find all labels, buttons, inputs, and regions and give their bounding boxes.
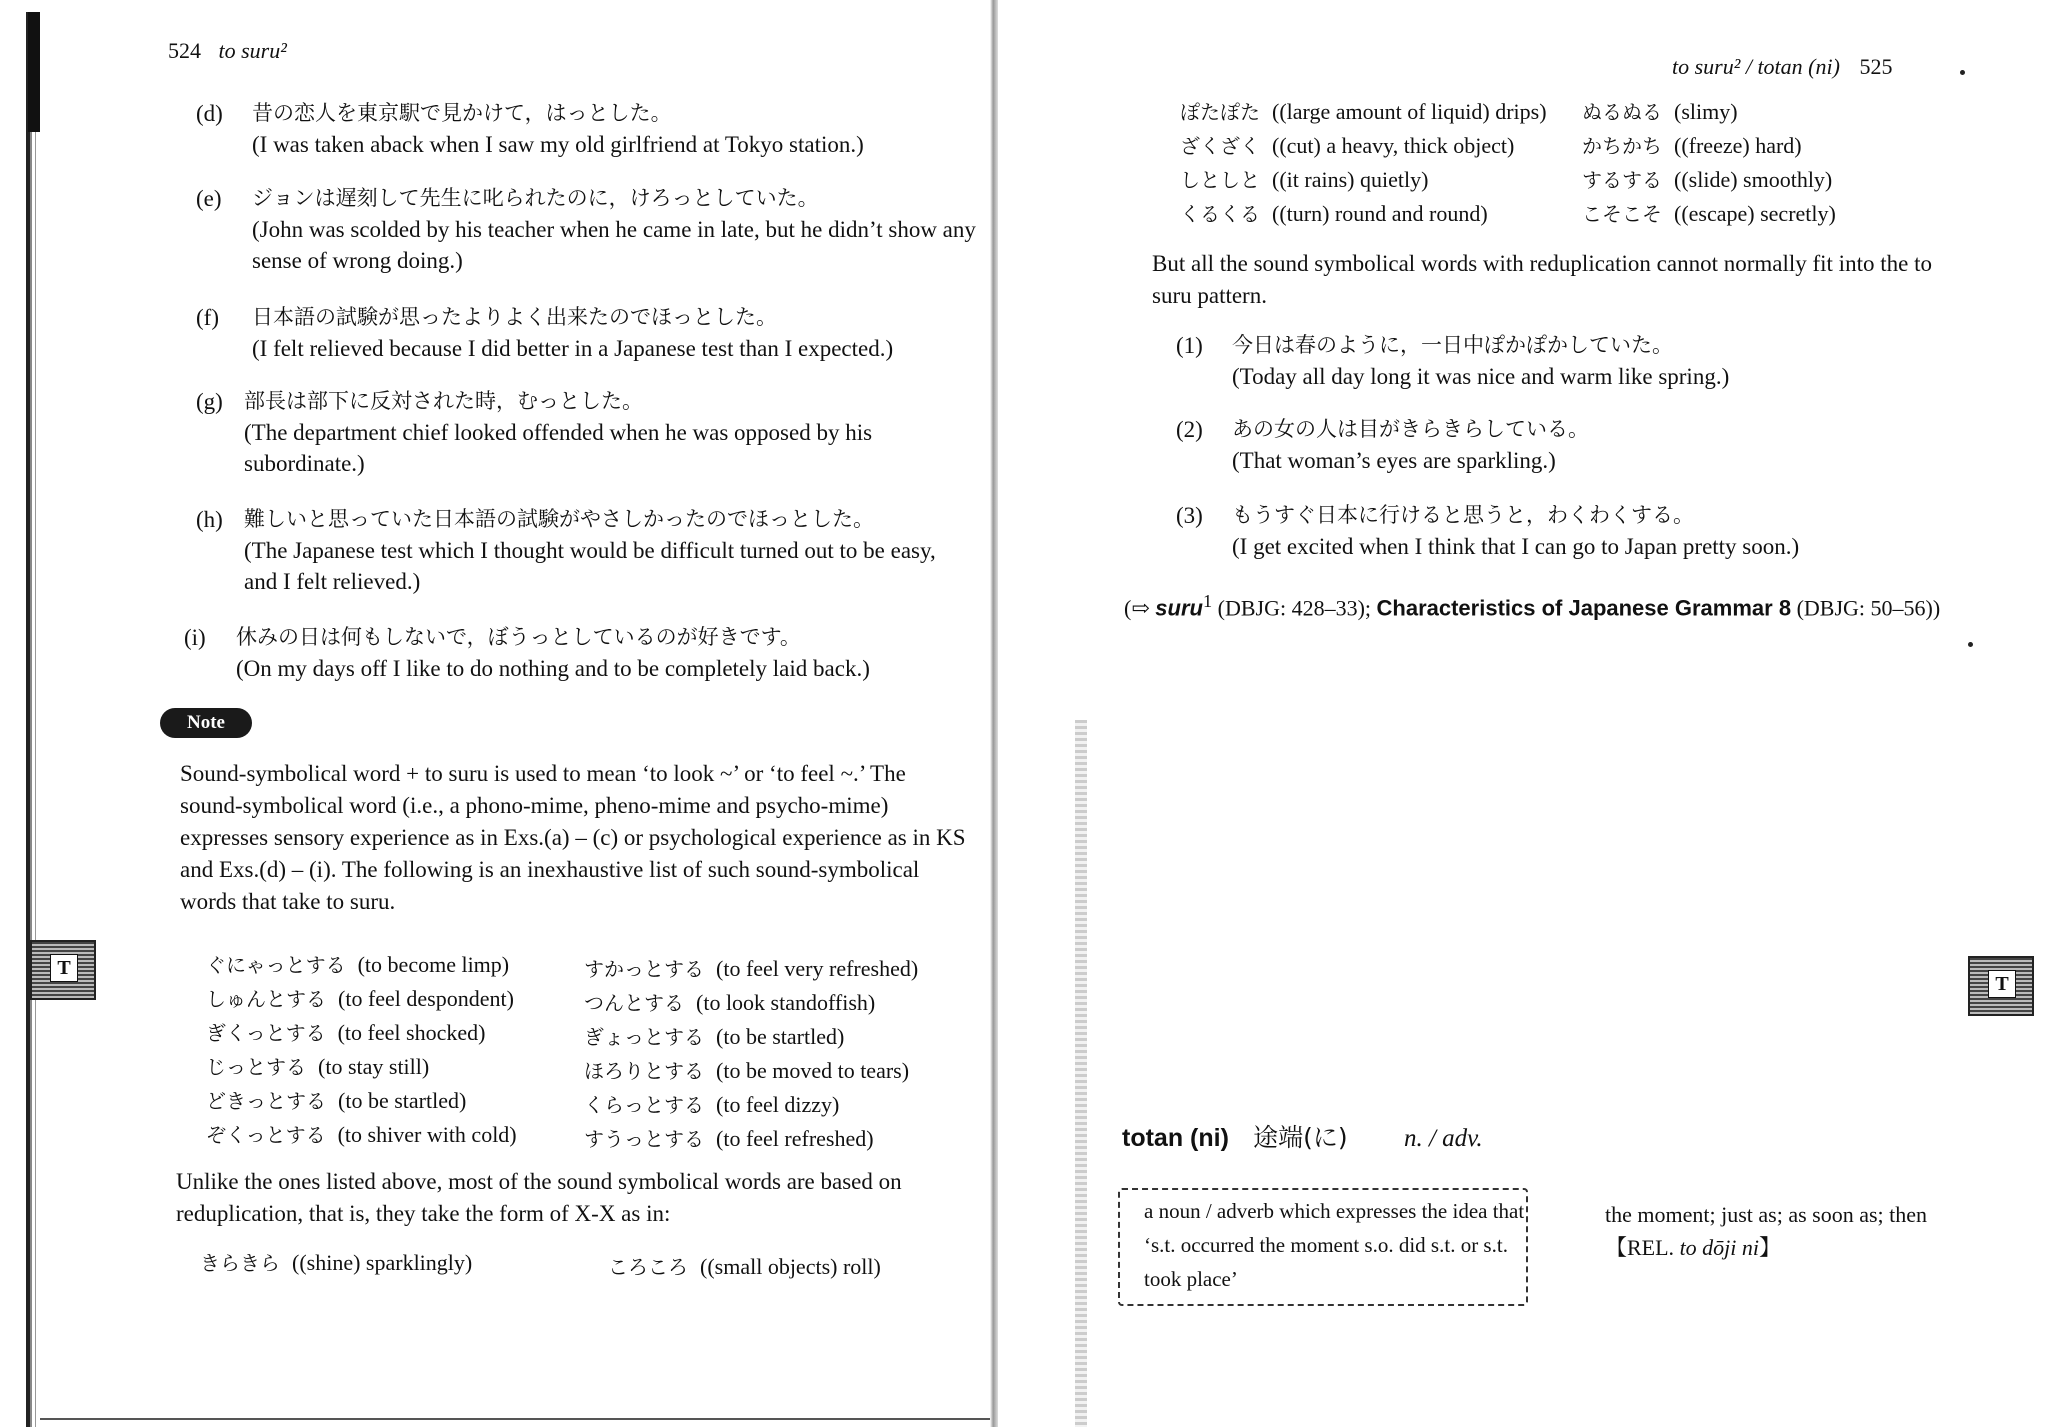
book-spine (990, 0, 998, 1427)
xref-arrow-icon: (⇨ (1124, 595, 1150, 621)
vocab-item (1582, 197, 1836, 231)
definition-box: a noun / adverb which expresses the idea that ‘s.t. occurred the moment s.o. did s.t. or s.t. took place’ (1118, 1188, 1528, 1306)
vocab-japanese: するする (1582, 168, 1662, 192)
vocab-english: (to feel despondent) (338, 986, 514, 1011)
vocab-english: (to feel very refreshed) (716, 956, 919, 981)
vocab-english: ((small objects) roll) (700, 1254, 881, 1279)
example-label: (g) (196, 389, 223, 414)
vocab-item (1180, 95, 1547, 129)
redup-list-col2 (1582, 95, 1836, 231)
redup-list-col1 (1180, 95, 1547, 231)
vocab-item (1180, 163, 1547, 197)
vocab-english: (to become limp) (357, 952, 510, 977)
example-english: (That woman’s eyes are sparkling.) (1232, 448, 1556, 473)
running-head-left (168, 38, 287, 64)
page-number-left: 524 (168, 38, 201, 63)
example-japanese: 日本語の試験が思ったよりよく出来たのでほっとした。 (252, 305, 777, 329)
running-head-title-right: to suru² / totan (ni) (1672, 54, 1840, 79)
vocab-japanese: ほろりとする (584, 1059, 704, 1083)
scan-speck (1960, 70, 1965, 75)
entry-meaning (1605, 1198, 1965, 1264)
vocab-item (584, 1088, 918, 1122)
vocab-english: (to shiver with cold) (337, 1122, 517, 1147)
vocab-japanese: すかっとする (584, 957, 704, 981)
vocab-item (206, 982, 517, 1016)
xref-suru-link: suru (1155, 595, 1203, 621)
example-english: (The department chief looked offended when he was opposed by his subordinate.) (244, 420, 873, 476)
vocab-english: (to stay still) (318, 1054, 430, 1079)
example-japanese: ジョンは遅刻して先生に叱られたのに，けろっとしていた。 (252, 186, 819, 210)
example-label: (1) (1176, 333, 1203, 358)
vocab-japanese: くらっとする (584, 1093, 704, 1117)
vocab-list-left (206, 948, 517, 1152)
book-spine-shadow (1075, 720, 1087, 1427)
vocab-english: ((cut) a heavy, thick object) (1272, 133, 1515, 158)
example-english: (I was taken aback when I saw my old girlfriend at Tokyo station.) (252, 132, 864, 157)
vocab-list-right (584, 952, 918, 1156)
example-japanese: 難しいと思っていた日本語の試験がやさしかったのでほっとした。 (244, 507, 874, 531)
xref-dbjg-1: (DBJG: 428–33); (1217, 595, 1372, 621)
vocab-japanese: しゅんとする (206, 987, 326, 1011)
vocab-item (1582, 163, 1836, 197)
vocab-english: ((it rains) quietly) (1272, 167, 1429, 192)
vocab-english: ((shine) sparklingly) (292, 1250, 473, 1275)
vocab-japanese: ざくざく (1180, 134, 1260, 158)
vocab-japanese: ぐにゃっとする (206, 953, 346, 977)
example-japanese: 今日は春のように，一日中ぽかぽかしていた。 (1232, 333, 1673, 357)
vocab-english: (to be startled) (716, 1024, 845, 1049)
example-japanese: もうすぐ日本に行けると思うと，わくわくする。 (1232, 503, 1694, 527)
page-edge-left (26, 12, 44, 1427)
vocab-english: ((freeze) hard) (1674, 133, 1802, 158)
example-english: (Today all day long it was nice and warm like spring.) (1232, 364, 1730, 389)
example-label: (2) (1176, 417, 1203, 442)
vocab-japanese: きらきら (200, 1251, 280, 1275)
vocab-japanese: じっとする (206, 1055, 306, 1079)
thumb-index-tab-right (1968, 956, 2034, 1016)
vocab-english: (to look standoffish) (696, 990, 876, 1015)
example-japanese: 部長は部下に反対された時，むっとした。 (244, 389, 643, 413)
vocab-japanese: ぎょっとする (584, 1025, 704, 1049)
meaning-text: the moment; just as; as soon as; then (1605, 1202, 1928, 1227)
note-paragraph: Sound-symbolical word + to suru is used to mean ‘to look ~’ or ‘to feel ~.’ The sound-symbolical word (i.e., a phono-mime, pheno-mime and psycho-mime) expresses sensory experience as in Exs.(a) – (c) or psychological experience as in KS and Exs.(d) – (i). The following is an inexhaustive list of such sound-symbolical words that take to suru. (180, 761, 966, 914)
running-head-right (1672, 54, 1892, 80)
example-label: (h) (196, 507, 223, 532)
vocab-item (584, 1122, 918, 1156)
entry-word: totan (ni) (1122, 1124, 1229, 1152)
related-entry (1605, 1231, 1965, 1264)
vocab-japanese: ころころ (608, 1255, 688, 1279)
redup-example-1 (200, 1246, 472, 1280)
entry-kanji: 途端(に) (1253, 1123, 1348, 1152)
example-label: (f) (196, 305, 219, 330)
related-suffix: 】 (1759, 1235, 1782, 1260)
xref-characteristics-link: Characteristics of Japanese Grammar 8 (1376, 595, 1792, 621)
vocab-japanese: ぬるぬる (1582, 100, 1662, 124)
page-number-right: 525 (1859, 54, 1893, 79)
page-edge-bottom (40, 1418, 990, 1420)
example-japanese: あの女の人は目がきらきらしている。 (1232, 417, 1589, 441)
scan-speck (1968, 642, 1973, 647)
vocab-english: (to be startled) (338, 1088, 467, 1113)
vocab-item (584, 1020, 918, 1054)
example-english: (The Japanese test which I thought would be difficult turned out to be easy, and I felt relieved.) (244, 538, 936, 594)
thumb-index-letter: T (50, 954, 78, 982)
page-edge-shadow (28, 12, 40, 132)
vocab-japanese: すうっとする (584, 1127, 704, 1151)
vocab-japanese: くるくる (1180, 202, 1260, 226)
vocab-item (206, 1016, 517, 1050)
vocab-item (1180, 129, 1547, 163)
thumb-index-letter: T (1988, 970, 2016, 998)
vocab-japanese: かちかち (1582, 134, 1662, 158)
vocab-japanese: つんとする (584, 991, 684, 1015)
example-english: (John was scolded by his teacher when he came in late, but he didn’t show any sense of wrong doing.) (252, 217, 976, 273)
vocab-item (206, 1118, 517, 1152)
vocab-english: ((slide) smoothly) (1674, 167, 1833, 192)
vocab-english: (to feel refreshed) (716, 1126, 874, 1151)
note-badge: Note (160, 708, 252, 738)
example-japanese: 休みの日は何もしないで，ぼうっとしているのが好きです。 (236, 625, 801, 649)
vocab-item (206, 1084, 517, 1118)
vocab-japanese: こそこそ (1582, 202, 1662, 226)
vocab-japanese: ぞくっとする (206, 1123, 326, 1147)
related-term: to dōji ni (1679, 1235, 1760, 1260)
example-label: (i) (184, 625, 206, 650)
vocab-english: (to be moved to tears) (716, 1058, 910, 1083)
entry-heading (1122, 1118, 1483, 1154)
vocab-english: (to feel dizzy) (716, 1092, 840, 1117)
vocab-japanese: どきっとする (206, 1089, 326, 1113)
related-prefix: 【REL. (1605, 1235, 1675, 1260)
vocab-item (584, 1054, 918, 1088)
vocab-japanese: ぽたぽた (1180, 100, 1260, 124)
example-label: (d) (196, 101, 223, 126)
vocab-english: ((escape) secretly) (1674, 201, 1836, 226)
vocab-item (1180, 197, 1547, 231)
vocab-item (1582, 129, 1836, 163)
example-english: (I get excited when I think that I can go to Japan pretty soon.) (1232, 534, 1800, 559)
cross-reference (1124, 586, 1954, 623)
xref-dbjg-2: (DBJG: 50–56)) (1796, 595, 1941, 621)
example-label: (3) (1176, 503, 1203, 528)
example-english: (On my days off I like to do nothing and to be completely laid back.) (236, 656, 870, 681)
vocab-item (584, 952, 918, 986)
vocab-item (206, 948, 517, 982)
xref-superscript: 1 (1202, 591, 1213, 611)
example-label: (e) (196, 186, 222, 211)
unlike-paragraph: Unlike the ones listed above, most of the sound symbolical words are based on reduplication, that is, they take the form of X-X as in: (176, 1169, 902, 1226)
thumb-index-tab-left (30, 940, 96, 1000)
but-paragraph: But all the sound symbolical words with reduplication cannot normally fit into the to suru pattern. (1152, 251, 1932, 308)
vocab-item (584, 986, 918, 1020)
vocab-english: (slimy) (1674, 99, 1738, 124)
vocab-japanese: ぎくっとする (206, 1021, 326, 1045)
vocab-english: (to feel shocked) (337, 1020, 486, 1045)
example-japanese: 昔の恋人を東京駅で見かけて，はっとした。 (252, 101, 672, 125)
vocab-english: ((large amount of liquid) drips) (1272, 99, 1547, 124)
running-head-title-left: to suru² (218, 38, 287, 63)
entry-part-of-speech: n. / adv. (1403, 1125, 1483, 1152)
redup-example-2 (608, 1250, 881, 1284)
vocab-japanese: しとしと (1180, 168, 1260, 192)
example-english: (I felt relieved because I did better in a Japanese test than I expected.) (252, 336, 894, 361)
vocab-item (206, 1050, 517, 1084)
vocab-english: ((turn) round and round) (1272, 201, 1488, 226)
vocab-item (1582, 95, 1836, 129)
